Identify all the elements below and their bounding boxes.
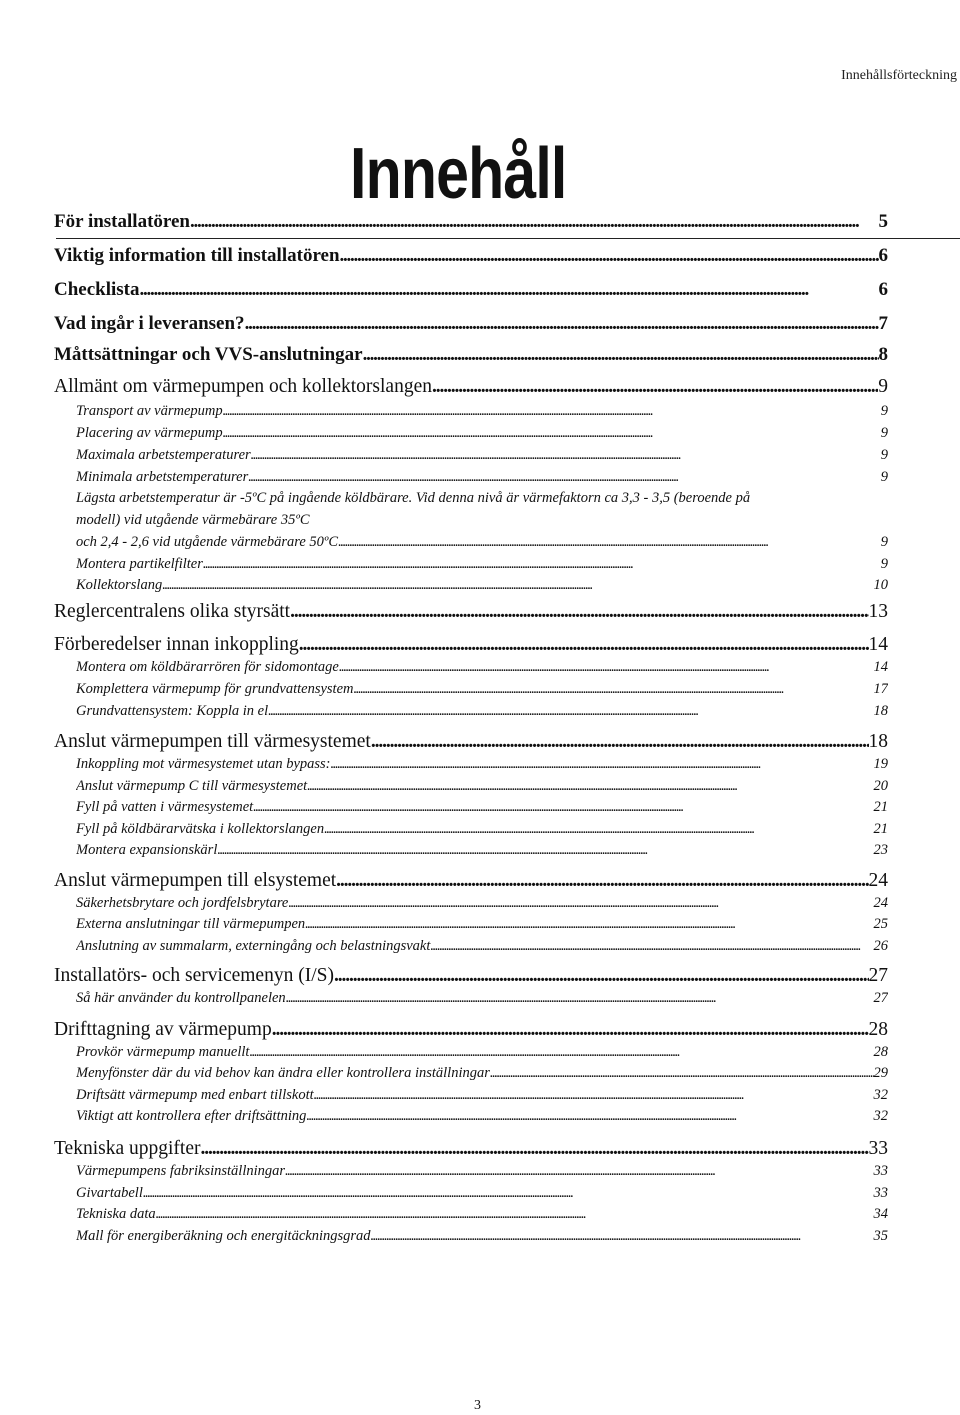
toc-subentry-fyll-koldbarar[interactable] — [76, 821, 888, 838]
toc-entry-page: 14 — [868, 634, 888, 655]
toc-subentry-energiberakning[interactable] — [76, 1228, 888, 1245]
toc-entry-label: Allmänt om värmepumpen och kollektorslangen — [54, 376, 432, 397]
toc-subentry-transport[interactable] — [76, 403, 888, 420]
dot-leader — [430, 938, 873, 955]
toc-entry-page: 27 — [873, 990, 888, 1006]
dot-leader — [490, 1065, 874, 1082]
toc-subentry-maximala[interactable] — [76, 447, 888, 464]
toc-entry-label: Anslut värmepumpen till elsystemet — [54, 870, 337, 891]
toc-subentry-lagsta-line1[interactable]: Lägsta arbetstemperatur är -5ºC på ingående köldbärare. Vid denna nivå är värmefaktorn ca 3,3 - 3,5 (beroende på — [76, 490, 751, 506]
toc-subentry-provkor[interactable] — [76, 1044, 888, 1061]
dot-leader — [248, 469, 881, 486]
toc-entry-allmant-om[interactable] — [54, 376, 888, 398]
toc-entry-label: Viktig information till installatören — [54, 245, 340, 266]
toc-entry-installatorsmenyn[interactable] — [54, 965, 888, 987]
toc-entry-label: Inkoppling mot värmesystemet utan bypass: — [76, 756, 331, 772]
dot-leader — [200, 1138, 868, 1160]
toc-entry-page: 19 — [873, 756, 888, 772]
toc-subentry-komplettera[interactable] — [76, 681, 888, 698]
toc-entry-label: Anslutning av summalarm, externingång och belastningsvakt — [76, 938, 431, 954]
toc-entry-label: Viktigt att kontrollera efter driftsättning — [76, 1108, 307, 1124]
toc-entry-label: Provkör värmepump manuellt — [76, 1044, 250, 1060]
toc-entry-reglercentralens[interactable] — [54, 601, 888, 623]
dot-leader — [203, 556, 881, 573]
dot-leader — [217, 842, 873, 859]
toc-entry-label: Anslut värmepumpen till värmesystemet — [54, 731, 371, 752]
toc-entry-page: 28 — [868, 1019, 888, 1040]
toc-entry-page: 8 — [878, 344, 888, 365]
toc-subentry-partikelfilter[interactable] — [76, 556, 888, 573]
dot-leader — [336, 870, 868, 892]
dot-leader — [251, 447, 881, 464]
toc-entry-label: Montera partikelfilter — [76, 556, 203, 572]
toc-subentry-anslut-c[interactable] — [76, 778, 888, 795]
dot-leader — [324, 821, 873, 838]
toc-subentry-lagsta-line3[interactable] — [76, 534, 888, 551]
toc-entry-label: Externa anslutningar till värmepumpen — [76, 916, 306, 932]
dot-leader — [223, 403, 881, 420]
dot-leader — [353, 681, 873, 698]
toc-entry-label: Kollektorslang — [76, 577, 163, 593]
toc-entry-page: 34 — [873, 1206, 888, 1222]
toc-subentry-tekniska-data[interactable] — [76, 1206, 888, 1223]
toc-entry-viktig-information[interactable] — [54, 245, 888, 267]
toc-entry-page: 33 — [873, 1185, 888, 1201]
dot-leader — [306, 1108, 873, 1125]
toc-entry-label: För installatören — [54, 211, 190, 232]
toc-entry-label: Värmepumpens fabriksinställningar — [76, 1163, 286, 1179]
toc-subentry-fyll-vatten[interactable] — [76, 799, 888, 816]
toc-entry-label: Installatörs- och servicemenyn (I/S) — [54, 965, 334, 986]
toc-entry-forberedelser[interactable] — [54, 634, 888, 656]
toc-entry-label: Anslut värmepump C till värmesystemet — [76, 778, 308, 794]
dot-leader — [253, 799, 873, 816]
dot-leader — [371, 1228, 874, 1245]
toc-subentry-menyfonster[interactable] — [76, 1065, 888, 1082]
toc-subentry-givartabell[interactable] — [76, 1185, 888, 1202]
dot-leader — [140, 279, 879, 301]
toc-entry-page: 21 — [873, 821, 888, 837]
toc-entry-page: 27 — [868, 965, 888, 986]
toc-entry-page: 6 — [878, 245, 888, 266]
dot-leader — [143, 1185, 874, 1202]
toc-entry-page: 7 — [878, 313, 888, 334]
dot-leader — [339, 659, 874, 676]
toc-subentry-fabriksinstallningar[interactable] — [76, 1163, 888, 1180]
toc-entry-label: Reglercentralens olika styrsätt — [54, 601, 291, 622]
toc-entry-label: Menyfönster där du vid behov kan ändra eller kontrollera inställningar — [76, 1065, 490, 1081]
page-number: 3 — [474, 1398, 481, 1413]
toc-entry-page: 9 — [880, 403, 888, 419]
dot-leader — [190, 211, 879, 233]
toc-entry-page: 5 — [878, 211, 888, 232]
toc-subentry-minimala[interactable] — [76, 469, 888, 486]
dot-leader — [156, 1206, 874, 1223]
toc-entry-page: 28 — [873, 1044, 888, 1060]
toc-entry-page: 29 — [873, 1065, 888, 1081]
page-title: Innehåll — [350, 134, 567, 214]
toc-entry-page: 9 — [880, 425, 888, 441]
toc-entry-label: och 2,4 - 2,6 vid utgående värmebärare 50ºC — [76, 534, 339, 550]
toc-entry-page: 9 — [878, 376, 888, 397]
toc-entry-page: 9 — [880, 447, 888, 463]
toc-entry-label: Montera om köldbärarrören för sidomontage — [76, 659, 339, 675]
toc-entry-page: 9 — [880, 469, 888, 485]
toc-subentry-kontrollpanelen[interactable] — [76, 990, 888, 1007]
toc-subentry-montera-om[interactable] — [76, 659, 888, 676]
toc-entry-page: 20 — [873, 778, 888, 794]
toc-entry-label: Driftsätt värmepump med enbart tillskott — [76, 1087, 314, 1103]
toc-entry-page: 10 — [873, 577, 888, 593]
dot-leader — [245, 313, 879, 335]
toc-entry-page: 26 — [873, 938, 888, 954]
dot-leader — [249, 1044, 873, 1061]
dot-leader — [371, 731, 869, 753]
toc-subentry-kollektorslang[interactable] — [76, 577, 888, 594]
toc-entry-label: Fyll på köldbärarvätska i kollektorslangen — [76, 821, 325, 837]
toc-entry-mattsattningar[interactable] — [54, 344, 888, 366]
toc-entry-label: Givartabell — [76, 1185, 143, 1201]
dot-leader — [272, 1019, 869, 1041]
toc-subentry-summalarm[interactable] — [76, 938, 888, 955]
dot-leader — [290, 601, 868, 623]
toc-entry-label: Tekniska data — [76, 1206, 156, 1222]
toc-entry-label: Minimala arbetstemperaturer — [76, 469, 249, 485]
dot-leader — [314, 1087, 874, 1104]
toc-entry-page: 21 — [873, 799, 888, 815]
toc-entry-for-installatoren[interactable] — [54, 211, 888, 233]
toc-entry-anslut-varmesystemet[interactable] — [54, 731, 888, 753]
toc-entry-label: Montera expansionskärl — [76, 842, 218, 858]
toc-subentry-inkoppling[interactable] — [76, 756, 888, 773]
toc-entry-page: 9 — [880, 556, 888, 572]
toc-entry-page: 17 — [873, 681, 888, 697]
toc-entry-tekniska-uppgifter[interactable] — [54, 1138, 888, 1160]
toc-entry-page: 18 — [873, 703, 888, 719]
toc-entry-label: Vad ingår i leveransen? — [54, 313, 245, 334]
dot-leader — [363, 344, 879, 366]
toc-entry-vad-ingar[interactable] — [54, 313, 888, 335]
toc-entry-anslut-elsystemet[interactable] — [54, 870, 888, 892]
toc-entry-label: Maximala arbetstemperaturer — [76, 447, 251, 463]
dot-leader — [338, 534, 881, 551]
dot-leader — [305, 916, 873, 933]
toc-entry-checklista[interactable] — [54, 279, 888, 301]
toc-entry-label: Säkerhetsbrytare och jordfelsbrytare — [76, 895, 289, 911]
toc-entry-page: 6 — [878, 279, 888, 300]
toc-subentry-sakerhetsbrytare[interactable] — [76, 895, 888, 912]
dot-leader — [223, 425, 881, 442]
toc-entry-page: 13 — [868, 601, 888, 622]
toc-entry-label: Transport av värmepump — [76, 403, 223, 419]
toc-subentry-grundvattensystem[interactable] — [76, 703, 888, 720]
toc-entry-label: Checklista — [54, 279, 140, 300]
toc-entry-label: Drifttagning av värmepump — [54, 1019, 272, 1040]
toc-entry-page: 23 — [873, 842, 888, 858]
dot-leader — [331, 756, 874, 773]
toc-entry-page: 33 — [873, 1163, 888, 1179]
toc-entry-label: Tekniska uppgifter — [54, 1138, 201, 1159]
toc-subentry-driftsatt[interactable] — [76, 1087, 888, 1104]
toc-entry-label: Grundvattensystem: Koppla in el — [76, 703, 269, 719]
toc-entry-page: 14 — [873, 659, 888, 675]
toc-entry-page: 32 — [873, 1087, 888, 1103]
toc-entry-page: 25 — [873, 916, 888, 932]
toc-entry-page: 9 — [880, 534, 888, 550]
toc-entry-label: Komplettera värmepump för grundvattensystem — [76, 681, 354, 697]
toc-entry-page: 32 — [873, 1108, 888, 1124]
toc-entry-page: 18 — [868, 731, 888, 752]
toc-entry-label: Måttsättningar och VVS-anslutningar — [54, 344, 363, 365]
dot-leader — [307, 778, 873, 795]
dot-leader — [162, 577, 873, 594]
toc-subentry-viktigt-kontrollera[interactable] — [76, 1108, 888, 1125]
toc-entry-label: Förberedelser innan inkoppling — [54, 634, 299, 655]
toc-entry-label: Placering av värmepump — [76, 425, 223, 441]
toc-subentry-externa-anslutningar[interactable] — [76, 916, 888, 933]
toc-entry-drifttagning[interactable] — [54, 1019, 888, 1041]
section-label: Innehållsförteckning — [841, 68, 957, 83]
toc-entry-label: Mall för energiberäkning och energitäckningsgrad — [76, 1228, 371, 1244]
dot-leader — [286, 990, 874, 1007]
toc-entry-label: Fyll på vatten i värmesystemet — [76, 799, 254, 815]
dot-leader — [340, 245, 879, 267]
dot-leader — [432, 376, 878, 398]
toc-subentry-expansionskarl[interactable] — [76, 842, 888, 859]
dot-leader — [288, 895, 873, 912]
toc-subentry-lagsta-line2: modell) vid utgående värmebärare 35ºC — [76, 512, 310, 528]
dot-leader — [299, 634, 869, 656]
toc-entry-page: 33 — [868, 1138, 888, 1159]
toc-entry-label: Så här använder du kontrollpanelen — [76, 990, 286, 1006]
toc-entry-page: 24 — [868, 870, 888, 891]
dot-leader — [268, 703, 873, 720]
toc-subentry-placering[interactable] — [76, 425, 888, 442]
toc-entry-page: 24 — [873, 895, 888, 911]
dot-leader — [334, 965, 869, 987]
toc-entry-page: 35 — [873, 1228, 888, 1244]
dot-leader — [285, 1163, 873, 1180]
